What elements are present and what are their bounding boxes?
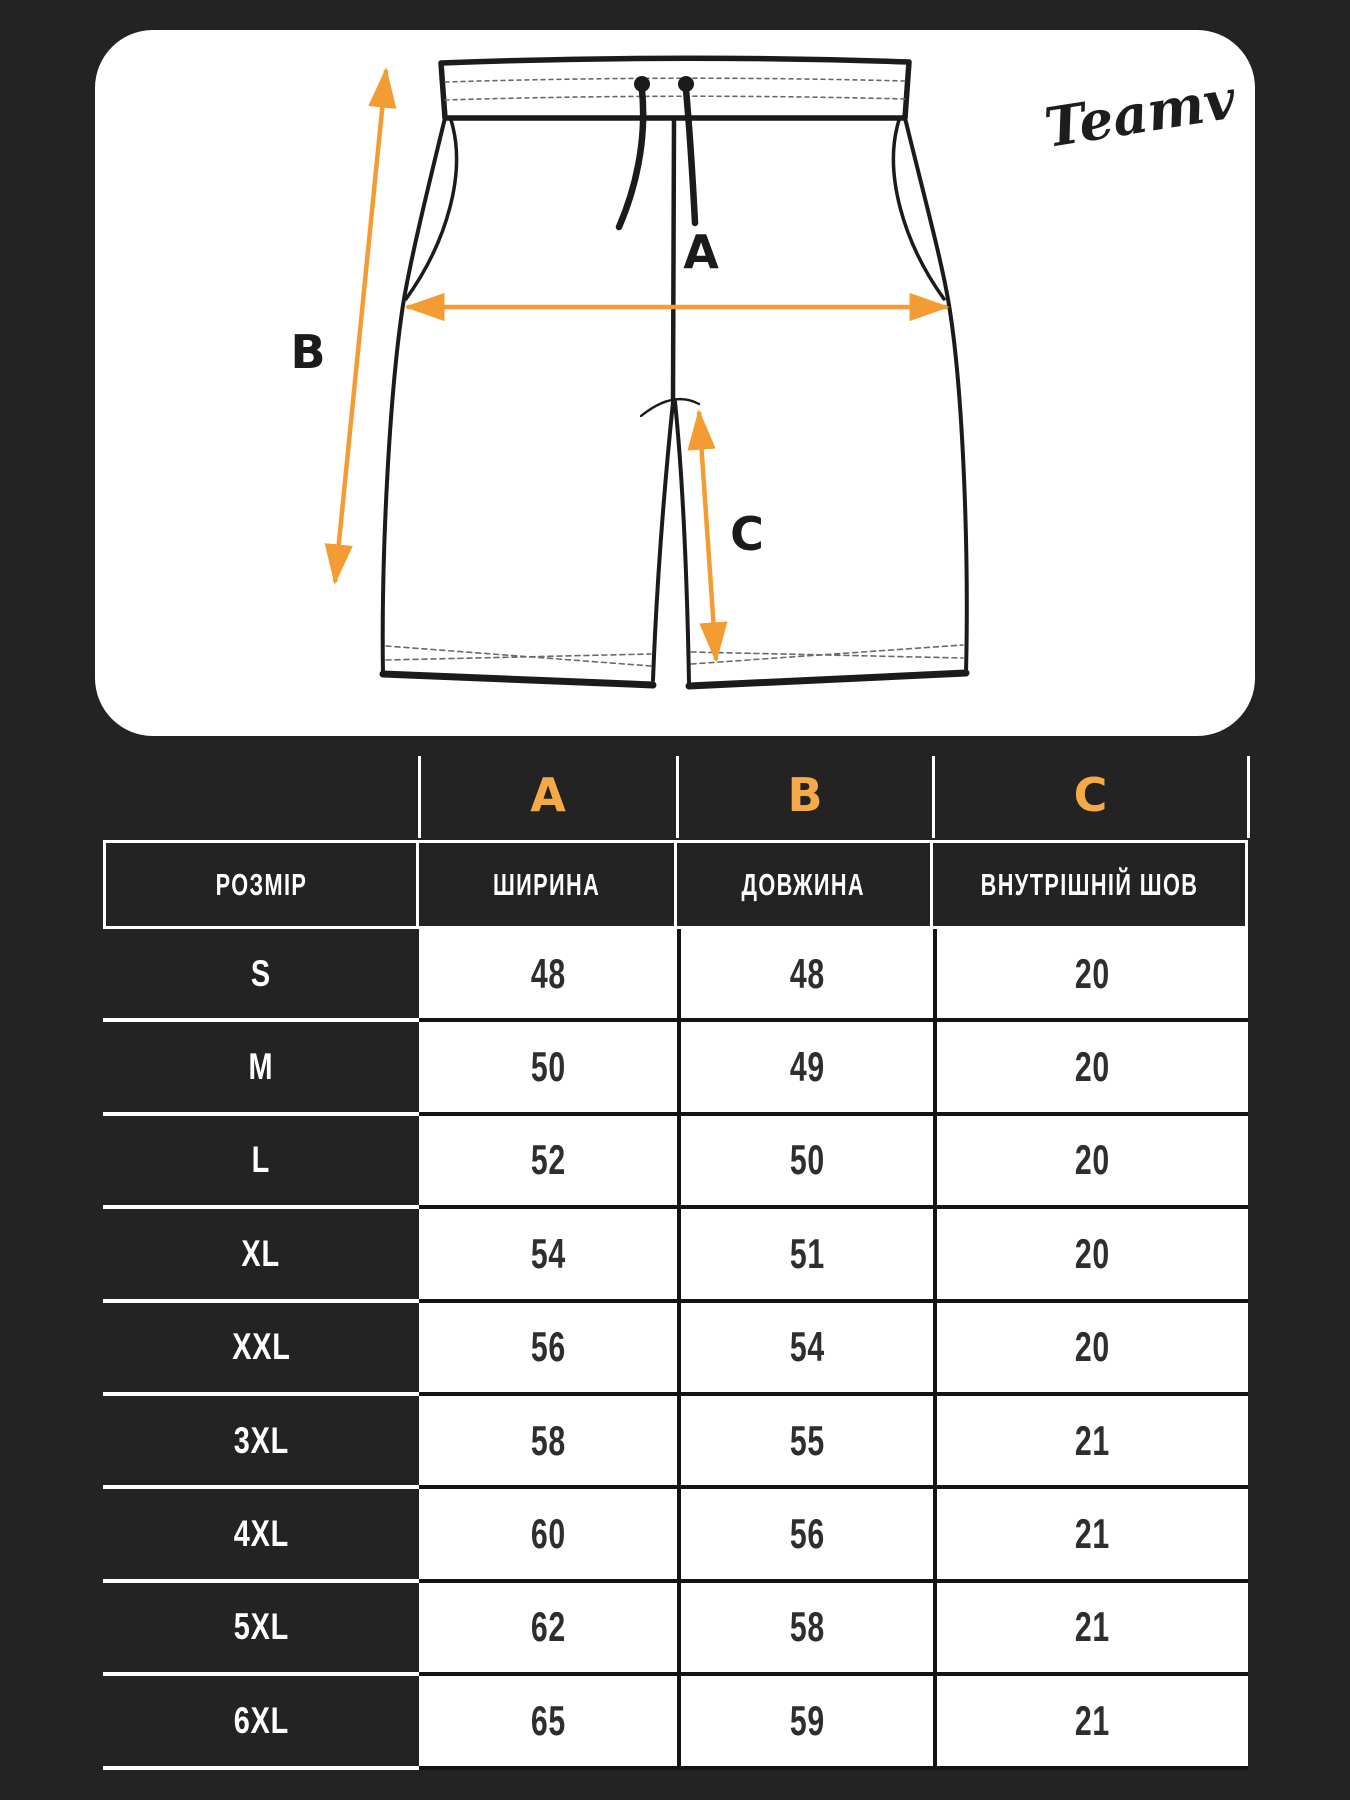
- width-value: 56: [530, 1323, 566, 1371]
- table-row: [103, 1583, 1248, 1676]
- table-row: [103, 1676, 1248, 1769]
- width-value-cell: [419, 1489, 677, 1582]
- size-label: M: [248, 1046, 274, 1088]
- width-value: 62: [530, 1603, 566, 1651]
- inseam-value: 21: [1074, 1510, 1111, 1558]
- length-value-cell: [677, 1583, 933, 1676]
- inseam-value: 20: [1074, 1043, 1111, 1091]
- length-value: 51: [789, 1229, 825, 1277]
- length-value-cell: [677, 1116, 933, 1209]
- table-row: [103, 1396, 1248, 1489]
- width-value: 65: [530, 1696, 566, 1744]
- length-value: 50: [789, 1136, 825, 1184]
- inseam-value: 21: [1074, 1696, 1111, 1744]
- width-value-cell: [419, 1583, 677, 1676]
- inseam-value-cell: [933, 1116, 1248, 1209]
- hem-right: [689, 673, 966, 686]
- size-cell: [103, 1116, 419, 1209]
- side-seam-right: [905, 118, 967, 673]
- width-value: 60: [530, 1510, 566, 1558]
- size-cell: [103, 1676, 419, 1769]
- inseam-right: [675, 402, 689, 682]
- width-value-cell: [419, 1209, 677, 1302]
- side-seam-left: [383, 118, 445, 675]
- width-value-cell: [419, 929, 677, 1022]
- length-value-cell: [677, 1022, 933, 1115]
- length-value: 54: [789, 1323, 825, 1371]
- width-value: 54: [530, 1229, 566, 1277]
- inseam-value-cell: [933, 929, 1248, 1022]
- inseam-value: 20: [1074, 1136, 1111, 1184]
- table-row: [103, 929, 1248, 1022]
- size-label: S: [250, 952, 272, 994]
- width-value-cell: [419, 1396, 677, 1489]
- length-value: 49: [789, 1043, 825, 1091]
- inseam-value-cell: [933, 1583, 1248, 1676]
- header-length-label: ДОВЖИНА: [741, 866, 866, 902]
- measure-letter-spacer: [103, 750, 419, 840]
- pocket-right: [893, 120, 944, 299]
- inseam-value-cell: [933, 1676, 1248, 1769]
- length-value-cell: [677, 929, 933, 1022]
- length-value-cell: [677, 1303, 933, 1396]
- hem-stitch-right-2: [691, 652, 963, 658]
- header-inseam-label: ВНУТРІШНІЙ ШОВ: [980, 866, 1198, 902]
- table-row: [103, 1116, 1248, 1209]
- inseam-value-cell: [933, 1303, 1248, 1396]
- size-label: XXL: [231, 1326, 291, 1368]
- brand-logo: Teamv: [1040, 66, 1240, 160]
- pocket-left: [406, 120, 457, 299]
- dimension-label-a: A: [683, 225, 719, 279]
- size-cell: [103, 1303, 419, 1396]
- size-cell: [103, 1583, 419, 1676]
- shorts-outline-group: [383, 58, 967, 686]
- diagram-card: [95, 30, 1255, 736]
- header-width-label: ШИРИНА: [492, 866, 601, 902]
- size-cell: [103, 1022, 419, 1115]
- inseam-value-cell: [933, 1396, 1248, 1489]
- hem-left: [383, 674, 653, 685]
- inseam-value: 20: [1074, 949, 1111, 997]
- length-value: 56: [789, 1510, 825, 1558]
- width-value: 50: [530, 1043, 566, 1091]
- width-value-cell: [419, 1676, 677, 1769]
- length-value-cell: [677, 1676, 933, 1769]
- size-cell: [103, 1396, 419, 1489]
- table-row: [103, 1022, 1248, 1115]
- dimension-arrow-c: [699, 412, 716, 660]
- size-label: 5XL: [233, 1606, 289, 1648]
- hem-stitch-left-1: [386, 646, 651, 666]
- size-cell: [103, 1489, 419, 1582]
- table-row: [103, 1489, 1248, 1582]
- waistband: [441, 58, 909, 118]
- size-cell: [103, 1209, 419, 1302]
- size-label: 6XL: [233, 1699, 289, 1741]
- header-width: [419, 840, 677, 929]
- measure-letter-b: B: [677, 750, 933, 840]
- length-value: 58: [789, 1603, 825, 1651]
- size-cell: [103, 929, 419, 1022]
- length-value-cell: [677, 1489, 933, 1582]
- length-value: 55: [789, 1416, 825, 1464]
- header-inseam: [933, 840, 1248, 929]
- size-label: L: [251, 1139, 271, 1181]
- size-label: XL: [241, 1232, 281, 1274]
- dimension-label-c: C: [730, 507, 764, 561]
- width-value-cell: [419, 1303, 677, 1396]
- header-size-label: РОЗМІР: [215, 866, 307, 902]
- measure-letter-a: A: [419, 750, 677, 840]
- hem-stitch-left-2: [386, 654, 651, 660]
- length-value: 59: [789, 1696, 825, 1744]
- inseam-left: [653, 402, 673, 680]
- center-front-seam: [673, 120, 674, 398]
- measure-letters-row: [103, 750, 1248, 840]
- length-value: 48: [789, 949, 825, 997]
- size-table: [103, 750, 1248, 1770]
- length-value-cell: [677, 1396, 933, 1489]
- header-length: [677, 840, 933, 929]
- shorts-technical-drawing: [95, 30, 1255, 736]
- inseam-value: 20: [1074, 1323, 1111, 1371]
- table-header-row: [103, 840, 1248, 929]
- inseam-value: 21: [1074, 1603, 1111, 1651]
- dimension-label-b: B: [290, 325, 326, 379]
- table-row: [103, 1209, 1248, 1302]
- inseam-value: 20: [1074, 1229, 1111, 1277]
- inseam-value-cell: [933, 1209, 1248, 1302]
- measure-letter-c: C: [933, 750, 1248, 840]
- inseam-value-cell: [933, 1489, 1248, 1582]
- length-value-cell: [677, 1209, 933, 1302]
- dimension-arrow-b: [335, 70, 386, 582]
- table-body: [103, 929, 1248, 1770]
- table-row: [103, 1303, 1248, 1396]
- header-size: [103, 840, 419, 929]
- width-value: 48: [530, 949, 566, 997]
- width-value: 52: [530, 1136, 566, 1184]
- size-label: 3XL: [233, 1419, 289, 1461]
- width-value-cell: [419, 1022, 677, 1115]
- inseam-value: 21: [1074, 1416, 1111, 1464]
- inseam-value-cell: [933, 1022, 1248, 1115]
- size-label: 4XL: [233, 1513, 289, 1555]
- width-value: 58: [530, 1416, 566, 1464]
- width-value-cell: [419, 1116, 677, 1209]
